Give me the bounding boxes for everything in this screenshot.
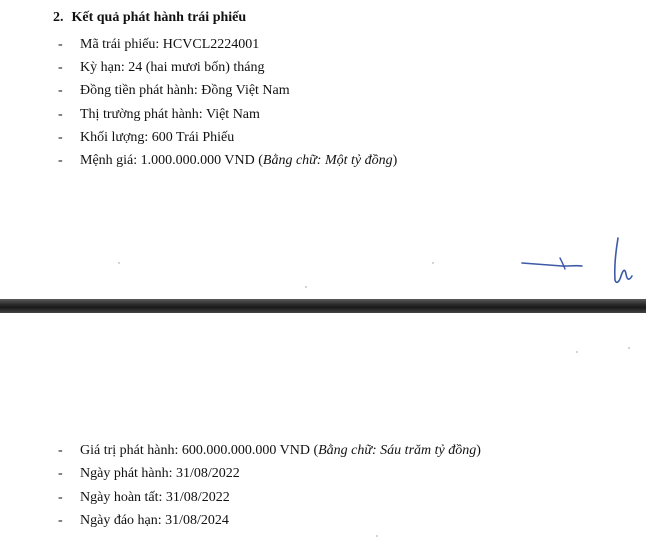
list-item xyxy=(58,36,259,54)
list-item xyxy=(58,129,234,147)
signature-mark xyxy=(520,232,640,288)
issue-date-text: Ngày phát hành: 31/08/2022 xyxy=(80,466,240,481)
list-item xyxy=(58,512,229,530)
scan-speck xyxy=(118,262,120,264)
completion-date-text: Ngày hoàn tất: 31/08/2022 xyxy=(80,490,230,505)
scan-speck xyxy=(628,347,630,349)
issue-value-suffix: ) xyxy=(476,443,481,458)
currency-text: Đồng tiền phát hành: Đồng Việt Nam xyxy=(80,83,290,98)
bullet-dash: - xyxy=(58,466,63,481)
issue-value-in-words: Bằng chữ: Sáu trăm tỷ đồng xyxy=(318,443,477,458)
section-heading xyxy=(53,10,246,26)
scan-speck xyxy=(576,351,578,353)
bullet-dash: - xyxy=(58,130,63,145)
bullet-dash: - xyxy=(58,37,63,52)
list-item xyxy=(58,442,481,460)
bullet-dash: - xyxy=(58,107,63,122)
section-title: Kết quả phát hành trái phiếu xyxy=(71,10,247,25)
par-value-in-words: Bằng chữ: Một tỷ đồng xyxy=(262,153,393,168)
bullet-dash: - xyxy=(58,60,63,75)
scan-speck xyxy=(376,535,378,537)
bullet-dash: - xyxy=(58,513,63,528)
term-text: Kỳ hạn: 24 (hai mươi bốn) tháng xyxy=(80,60,265,75)
bond-code-text: Mã trái phiếu: HCVCL2224001 xyxy=(80,37,260,52)
scan-speck xyxy=(305,286,307,288)
volume-text: Khối lượng: 600 Trái Phiếu xyxy=(80,130,235,145)
market-text: Thị trường phát hành: Việt Nam xyxy=(80,107,260,122)
document-page-bottom xyxy=(0,313,646,539)
page-break-divider xyxy=(0,299,646,313)
list-item xyxy=(58,59,265,77)
par-value-text: Mệnh giá: 1.000.000.000 VND ( xyxy=(80,153,263,168)
bullet-dash: - xyxy=(58,83,63,98)
scan-speck xyxy=(432,262,434,264)
bullet-dash: - xyxy=(58,443,63,458)
issue-value-text: Giá trị phát hành: 600.000.000.000 VND ( xyxy=(80,443,319,458)
par-value-suffix: ) xyxy=(392,153,398,168)
list-item xyxy=(58,489,230,507)
section-number: 2. xyxy=(53,10,64,25)
maturity-date-text: Ngày đáo hạn: 31/08/2024 xyxy=(80,513,229,528)
bullet-dash: - xyxy=(58,490,63,505)
bullet-dash: - xyxy=(58,153,63,168)
list-item xyxy=(58,106,260,124)
list-item xyxy=(58,465,240,483)
list-item xyxy=(58,82,290,100)
list-item xyxy=(58,152,397,170)
